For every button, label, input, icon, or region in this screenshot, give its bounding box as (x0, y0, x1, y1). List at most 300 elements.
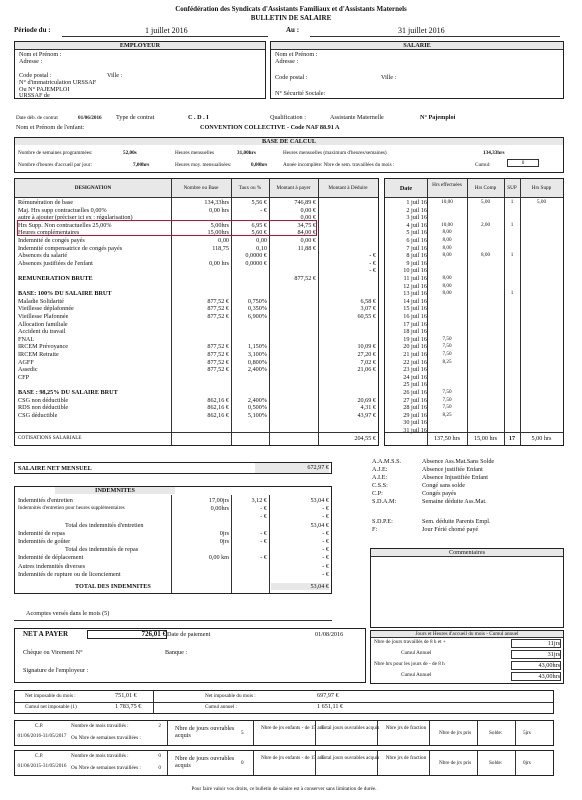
payroll-cell: Assedic (18, 366, 38, 374)
total-hrs-comp: 15,00 hrs (473, 435, 498, 442)
payroll-cell: AGFF (18, 358, 34, 366)
day-cell: 10,00 (441, 221, 453, 228)
cp-pris: Nbre de jrs pris (439, 730, 472, 736)
cumul-row-value: 11jrs (511, 639, 561, 648)
cp-solde_label: Solde: (489, 730, 503, 736)
cp-row (14, 750, 554, 776)
net-pay-value: 726,01 € (87, 630, 167, 639)
indemnite-cell: - € (322, 546, 329, 554)
imposable-label-1: Net imposable du mois : (25, 693, 76, 699)
day-cell: 5 juil 16 (406, 229, 427, 237)
legend-text: Sem. déduite Parents Empl. (422, 518, 491, 525)
employee-postal-label: Code postal : (275, 74, 308, 81)
payroll-cell: 10,09 € (357, 343, 376, 351)
day-cell: 2 juil 16 (406, 206, 427, 214)
indemnite-cell: 17,00jrs (208, 497, 229, 504)
cp-n1: 2 (158, 723, 161, 729)
cp-divider (315, 721, 316, 745)
days-table (384, 178, 564, 446)
total-hrs-supp: 5,00 hrs (531, 435, 552, 442)
payroll-cell: 877,52 € (207, 313, 229, 320)
payroll-cell: CSG déductible (18, 411, 58, 419)
indemnite-cell: - € (260, 538, 267, 545)
indemnite-cell: - € (322, 562, 329, 570)
payroll-cell: 84,00 € (297, 229, 316, 237)
period-end: 31 juillet 2016 (398, 26, 445, 35)
payroll-cell: 11,88 € (297, 244, 316, 252)
legend-code: A.J.E: (372, 466, 388, 473)
day-cell: 24 juil 16 (403, 373, 427, 381)
legend-text: Absence Injustifiée Enfant (422, 474, 488, 481)
day-cell: 1 juil 16 (406, 199, 427, 206)
total-hrs-done: 137,50 hrs (433, 435, 461, 442)
cumul-label: Cumul: (475, 162, 491, 168)
net-pay-label: NET A PAYER (23, 630, 68, 638)
payroll-cell: 877,52 € (207, 305, 229, 313)
cumul-row-label: Nbre hrs pour les jours de - de 8 h (374, 661, 445, 667)
col-date: Date (399, 185, 413, 192)
payroll-cell: 746,89 € (294, 199, 316, 206)
cp-enfants: Nbre de jrs enfants - de 15 ans (261, 725, 325, 731)
day-cell: 11 juil 16 (403, 275, 427, 282)
payroll-cell: REMUNERATION BRUTE (18, 275, 93, 282)
employee-box (270, 41, 564, 99)
cp-divider (429, 721, 430, 745)
payroll-cell: Indemnité compensatrice de congés payés (18, 244, 123, 252)
cp-divider (377, 721, 378, 745)
day-cell: 8 juil 16 (406, 252, 427, 260)
day-cell: 7,50 (442, 389, 452, 395)
payroll-cell: 862,16 € (207, 404, 229, 412)
cp-divider (515, 751, 516, 775)
indemnite-cell: - € (322, 529, 329, 537)
day-cell: 8,00 (442, 282, 452, 289)
cotisations-label: COTISATIONS SALARIALE (18, 435, 82, 441)
cumul-row-value: 31jrs (511, 650, 561, 659)
contract-date-label: Date déb. de contrat (16, 115, 58, 121)
cp-fract: Nbre jrs de fraction (385, 725, 427, 731)
day-cell: 15 juil 16 (403, 305, 427, 313)
payroll-cell: 34,75 € (297, 221, 316, 229)
day-cell: 21 juil 16 (403, 351, 427, 358)
indemnites-total-label: TOTAL DES INDEMNITES (75, 583, 151, 590)
cumul-value: 0 (507, 159, 539, 167)
cumul-row-label: Nbre de jours travaillés de 8 h et + (374, 639, 446, 645)
employer-paje-label: Ou N° PAJEMPLOI (19, 86, 70, 93)
employee-title: SALARIE (271, 42, 563, 50)
payroll-cell: 7,02 € (360, 358, 376, 366)
imposable-label-2: Net imposable du mois : (205, 693, 256, 699)
day-cell: 8,00 (480, 252, 491, 259)
imposable-value-4: 1 651,11 € (317, 703, 344, 710)
payroll-cell: Accident du travail (18, 328, 66, 336)
payroll-cell: 0,00 € (300, 214, 316, 222)
payroll-cell: 877,52 € (207, 358, 229, 366)
day-cell: 3 juil 16 (406, 214, 427, 222)
day-cell: 31 juil 16 (403, 427, 427, 434)
cp-row (14, 720, 554, 746)
payroll-cell: 5,100% (247, 411, 267, 419)
weeks-label: Nombre de semaines programmées: (18, 150, 93, 156)
indemnite-cell: Indemnités de rupture ou de licenciement (18, 570, 121, 578)
day-cell: 22 juil 16 (403, 358, 427, 366)
cp-solde: 0jrs (523, 760, 531, 766)
employer-title: EMPLOYEUR (15, 42, 265, 50)
cumul-row-label: Cumul Annuel (401, 650, 432, 656)
bank-label: Banque : (165, 649, 188, 656)
payroll-cell: 1,150% (247, 343, 267, 351)
col-rate: Taux ou % (238, 185, 262, 191)
payroll-cell: - € (369, 259, 376, 267)
day-cell: 16 juil 16 (403, 313, 427, 320)
day-cell: 8,00 (442, 229, 452, 236)
hours-value: 31,00hrs (237, 150, 256, 156)
hours-label: Heures mensuelles (175, 150, 215, 156)
day-cell: 27 juil 16 (403, 396, 427, 404)
payroll-cell: 118,75 (212, 244, 229, 252)
legend-code: S.D.A.M: (372, 498, 397, 505)
payroll-cell: 0,00 hrs (209, 259, 229, 267)
col-hrs-done: Hrs effectuées (432, 182, 462, 188)
imposable-value-1: 751,01 € (115, 692, 137, 699)
employee-ssn-label: N° Sécurité Sociale: (275, 90, 326, 97)
payroll-cell: Absences justifiées de l'enfant (18, 259, 93, 267)
indemnite-cell: 0,00hrs (210, 505, 229, 513)
payroll-cell: CSG non déductible (18, 396, 69, 404)
payroll-cell: BASE: 100% DU SALAIRE BRUT (18, 290, 112, 298)
payroll-cell: Vieillesse Plafonnée (18, 313, 69, 320)
indemnites-total-value: 53,04 € (271, 583, 329, 590)
payroll-cell: 6,900% (247, 313, 267, 320)
legend-text: Absence Ass.Mat.Sans Solde (422, 458, 495, 465)
day-cell: 23 juil 16 (403, 366, 427, 374)
period-start: 1 juillet 2016 (145, 26, 188, 35)
document-title: Confédération des Syndicats d'Assistants Familiaux et d'Assistants Maternels (175, 5, 407, 13)
indemnite-cell: 53,04 € (310, 521, 329, 529)
day-cell: 30 juil 16 (403, 419, 427, 427)
cp-divider (515, 721, 516, 745)
employee-name-label: Nom et Prénom : (275, 51, 318, 58)
base-title: BASE DE CALCUL (15, 138, 563, 145)
payroll-cell: Hrs Supp. Non contractuelles 25,00% (18, 221, 112, 229)
payroll-cell: CFP (18, 373, 30, 381)
payroll-cell: BASE : 98,25% DU SALAIRE BRUT (18, 389, 118, 396)
day-cell: 8,00 (442, 237, 452, 243)
indemnite-cell: - € (322, 538, 329, 545)
payment-date: 01/08/2016 (315, 631, 344, 638)
payroll-cell: 0,350% (247, 305, 267, 313)
acompte-label: Acomptes versés dans le mois (5) (26, 610, 110, 617)
day-cell: 7,50 (442, 404, 452, 411)
total-sup: 17 (508, 435, 516, 442)
payroll-cell: 877,52 € (207, 351, 229, 358)
max-value: 134,33hrs (483, 150, 505, 156)
day-cell: 7,50 (442, 351, 452, 357)
legend-code: C.S.S: (372, 482, 388, 489)
day-cell: 10,00 (441, 199, 453, 205)
cp-pris: Nbre de jrs pris (439, 760, 472, 766)
indemnite-cell: - € (260, 529, 267, 537)
pajemploi-number: N° Pajemploi (420, 114, 456, 121)
indemnite-cell: - € (260, 505, 267, 513)
day-cell: 13 juil 16 (403, 290, 427, 298)
payroll-cell: 0,0000 € (245, 259, 267, 267)
payroll-table (14, 178, 379, 446)
cumul-row-value: 43,00hrs (511, 672, 561, 681)
employer-urssaf-of: URSSAF de (19, 92, 50, 99)
day-cell: 17 juil 16 (403, 320, 427, 328)
indemnite-cell: Indemnités d'entretien (18, 497, 73, 504)
day-cell: 8,00 (442, 252, 452, 259)
employer-address-label: Adresse : (19, 58, 43, 65)
days-value: 7,00hrs (133, 162, 150, 168)
payroll-cell: Rémunération de base (18, 199, 73, 206)
day-cell: 12 juil 16 (403, 282, 427, 290)
day-cell: 8,25 (442, 358, 452, 365)
absence-label: Année incomplète: Nbre de sem. travaillées du mois : (283, 162, 395, 168)
cumul-row-label: Cumul Annuel (401, 672, 432, 678)
cp-enfants: Nbre de jrs enfants - de 15 ans (261, 755, 325, 761)
payroll-cell: 0,00 € (300, 237, 316, 244)
contract-date: 01/06/2016 (78, 115, 102, 121)
col-base: Nombre ou Base (183, 185, 219, 191)
base-box (14, 137, 564, 173)
cp-fract: Nbre jrs de fraction (385, 755, 427, 761)
employee-city-label: Ville : (381, 74, 397, 81)
day-cell: 14 juil 16 (403, 297, 427, 305)
col-hrs-supp: Hrs Supp (531, 185, 552, 191)
payroll-cell: 0,00 (256, 237, 267, 244)
cumul-title: Jours et Heures d'accueil du mois - Cumul annuel (371, 631, 563, 638)
col-deduct: Montant à Déduire (328, 185, 368, 191)
payroll-cell: FNAL (18, 335, 35, 343)
payroll-cell: 0,00 € (300, 206, 316, 214)
cp-acquis-label: Nbre de jours ouvrables acquis (175, 725, 235, 740)
period-to-label: Au : (286, 26, 300, 34)
col-hrs-comp: Hrs Comp (474, 185, 497, 191)
legend-code: C.P: (372, 490, 383, 497)
cp-divider (377, 751, 378, 775)
day-cell: 10 juil 16 (403, 267, 427, 275)
payroll-cell: RDS non déductible (18, 404, 69, 412)
cp-divider (253, 721, 254, 745)
employer-name-label: Nom et Prénom : (19, 51, 62, 58)
imposable-box (14, 690, 554, 714)
indemnite-cell: 53,04 € (310, 497, 329, 504)
cheque-label: Chèque ou Virement N° (23, 649, 83, 656)
days-label: Nombre d'heures d'accueil par jour: (18, 162, 92, 168)
indemnite-cell: Total des indemnités d'entretien (65, 521, 144, 529)
payroll-cell: Indemnité de congés payés (18, 237, 85, 244)
day-cell: 6 juil 16 (406, 237, 427, 244)
indemnite-cell: - € (322, 554, 329, 562)
payroll-cell: IRCEM Retraite (18, 351, 59, 358)
payroll-cell: 134,33hrs (204, 199, 229, 206)
payroll-cell: 3,07 € (360, 305, 376, 313)
payroll-cell: 862,16 € (207, 396, 229, 404)
comments-box (370, 548, 564, 628)
period-label: Période du : (14, 26, 51, 34)
cp-acquis-label: Nbre de jours ouvrables acquis (175, 755, 235, 770)
cp-solde: 5jrs (523, 730, 531, 736)
payroll-cell: Maladie Solidarité (18, 297, 64, 305)
payroll-cell: - € (260, 206, 267, 214)
highlight-box (17, 220, 317, 236)
legend-code: F: (372, 526, 378, 533)
child-label: Nom et Prénom de l'enfant: (16, 124, 85, 131)
cp-acquis: 5 (241, 730, 244, 736)
cp-divider (253, 751, 254, 775)
net-salary-value: 672,97 € (255, 463, 329, 473)
legend-text: Congés payés (422, 490, 457, 497)
indemnites-box (14, 486, 332, 594)
cp-divider (167, 721, 168, 745)
payroll-cell: 0,0000 € (245, 252, 267, 260)
imposable-value-2: 697,97 € (317, 692, 339, 699)
day-cell: 5,00 (480, 199, 491, 205)
day-cell: 1 (510, 290, 514, 297)
legend-text: Absence justifiée Enfant (422, 466, 483, 473)
payroll-cell: 2,400% (247, 396, 267, 404)
payroll-cell: - € (369, 267, 376, 275)
indemnite-cell: - € (260, 513, 267, 521)
imposable-label-3: Cumul net imposable (1) (25, 704, 77, 710)
payroll-cell: 2,400% (247, 366, 267, 374)
payroll-cell: Absences du salarié (18, 252, 68, 260)
col-sup: SUP (507, 185, 517, 191)
payroll-cell: 0,00 (218, 237, 229, 244)
payroll-cell: 877,52 € (207, 297, 229, 305)
payroll-cell: 5,60 € (251, 229, 267, 237)
day-cell: 25 juil 16 (403, 381, 427, 389)
payroll-cell: 15,00hrs (207, 229, 229, 237)
mean-label: Heures moy. mensualisées: (175, 162, 232, 168)
cp-solde_label: Solde: (489, 760, 503, 766)
col-pay: Montant à payer (276, 185, 311, 191)
col-designation: DESIGNATION (74, 185, 112, 191)
payroll-cell: 21,06 € (357, 366, 376, 374)
day-cell: 7,50 (442, 335, 452, 342)
cp-divider (477, 751, 478, 775)
cp-divider (477, 721, 478, 745)
employer-box (14, 41, 266, 99)
net-salary-box (14, 462, 332, 474)
cumul-box (370, 630, 564, 684)
cp-row2: Ou Nbre de semaines travaillées : (71, 765, 141, 771)
payroll-cell: - € (369, 252, 376, 260)
cp-n1: 0 (158, 753, 161, 759)
indemnite-cell: 0jrs (219, 538, 229, 545)
employer-city-label: Ville : (107, 72, 123, 79)
payroll-cell: 5,56 € (251, 199, 267, 206)
payroll-cell: 0,750% (247, 297, 267, 305)
day-cell: 1 (510, 252, 514, 259)
day-cell: 7,50 (442, 396, 452, 403)
day-cell: 18 juil 16 (403, 328, 427, 336)
employer-urssaf-label: N° d'immatriculation URSSAF (19, 79, 97, 86)
cp-row2: Ou Nbre de semaines travaillées : (71, 735, 141, 741)
indemnite-cell: - € (322, 570, 329, 578)
day-cell: 8,00 (442, 244, 452, 251)
payroll-cell: 877,52 € (207, 343, 229, 351)
legend-code: A.A.M.S.S. (372, 458, 402, 465)
payroll-cell: 0,10 (256, 244, 267, 252)
indemnite-cell: - € (322, 513, 329, 521)
imposable-value-3: 1 783,75 € (115, 703, 142, 710)
indemnites-title: INDEMNITES (55, 487, 175, 494)
day-cell: 4 juil 16 (406, 221, 427, 229)
footer-note: Pour faire valoir vos droits, ce bulletin de salaire est à conserver sans limitation de durée. (191, 786, 377, 792)
day-cell: 7 juil 16 (406, 244, 427, 252)
indemnite-cell: Indemnités d'entretien pour heures supplémentaires (18, 505, 125, 512)
legend-text: Congé sans solde (422, 482, 465, 489)
legend-code: A.I.E: (372, 474, 388, 481)
cumul-row-value: 43,00hrs (511, 661, 561, 670)
day-cell: 8,00 (442, 290, 452, 297)
payroll-cell: 4,31 € (360, 404, 376, 412)
indemnite-cell: Indemnité de déplacement (18, 554, 84, 562)
payroll-cell: Maj. Hrs supp contractuelles 0,00% (18, 206, 107, 214)
indemnite-cell: 3,12 € (251, 497, 267, 504)
imposable-label-4: Cumul annuel : (205, 704, 237, 710)
cp-n2: 0 (158, 765, 161, 771)
day-cell: 1 (510, 199, 514, 205)
cotisations-value: 204,55 € (354, 435, 376, 442)
payroll-cell: 6,58 € (360, 297, 376, 305)
day-cell: 8,25 (442, 411, 452, 418)
indemnite-cell: Autres indemnités diverses (18, 562, 86, 570)
payroll-cell: 5,00hrs (210, 221, 229, 229)
indemnite-cell: Total des indemnités de repas (65, 546, 139, 554)
cp-divider (167, 751, 168, 775)
payroll-cell: 60,55 € (357, 313, 376, 320)
payroll-cell: 877,52 € (294, 275, 316, 282)
payroll-cell: 877,52 € (207, 366, 229, 374)
payroll-cell: 3,100% (247, 351, 267, 358)
cp-total: Total jours ouvrables acquis (321, 755, 380, 761)
qualif-label: Qualification : (270, 114, 306, 121)
cp-row1: Nombre de mois travaillés : (71, 753, 129, 759)
cp-period: 01/06/2016-31/05/2017 (17, 733, 67, 739)
payroll-cell: Allocation familiale (18, 320, 68, 328)
comments-title: Commentaires (371, 549, 563, 557)
day-cell: 29 juil 16 (403, 411, 427, 419)
payroll-cell: Vieillesse déplafonnée (18, 305, 74, 313)
payment-box (14, 628, 366, 683)
day-cell: 26 juil 16 (403, 389, 427, 396)
employer-postal-label: Code postal : (19, 72, 52, 79)
day-cell: 28 juil 16 (403, 404, 427, 412)
day-cell: 1 (510, 221, 514, 228)
cp-total: Total jours ouvrables acquis (321, 725, 380, 731)
payroll-cell: autre à ajouter (préciser ici ex : régularisation) (18, 214, 133, 222)
payroll-cell: 0,00 hrs (209, 206, 229, 214)
legend-text: Semaine déduite Ass.Mat. (422, 498, 487, 505)
employee-address-label: Adresse : (275, 58, 299, 65)
qualif-value: Assistante Maternelle (330, 114, 384, 121)
day-cell: 19 juil 16 (403, 335, 427, 343)
cp-divider (429, 751, 430, 775)
cp-row1: Nombre de mois travaillés : (71, 723, 129, 729)
payroll-cell: Heures complémentaires (18, 229, 80, 237)
indemnite-cell: - € (322, 505, 329, 513)
payroll-cell: 6,95 € (251, 221, 267, 229)
payment-date-label: Date de paiement (167, 631, 211, 638)
cp-label: C.P. (35, 753, 44, 759)
max-label: Heures mensuelles (maximum d'heures/semaines) (283, 150, 387, 156)
day-cell: 2,00 (480, 221, 491, 228)
weeks-value: 52,00s (123, 150, 137, 156)
